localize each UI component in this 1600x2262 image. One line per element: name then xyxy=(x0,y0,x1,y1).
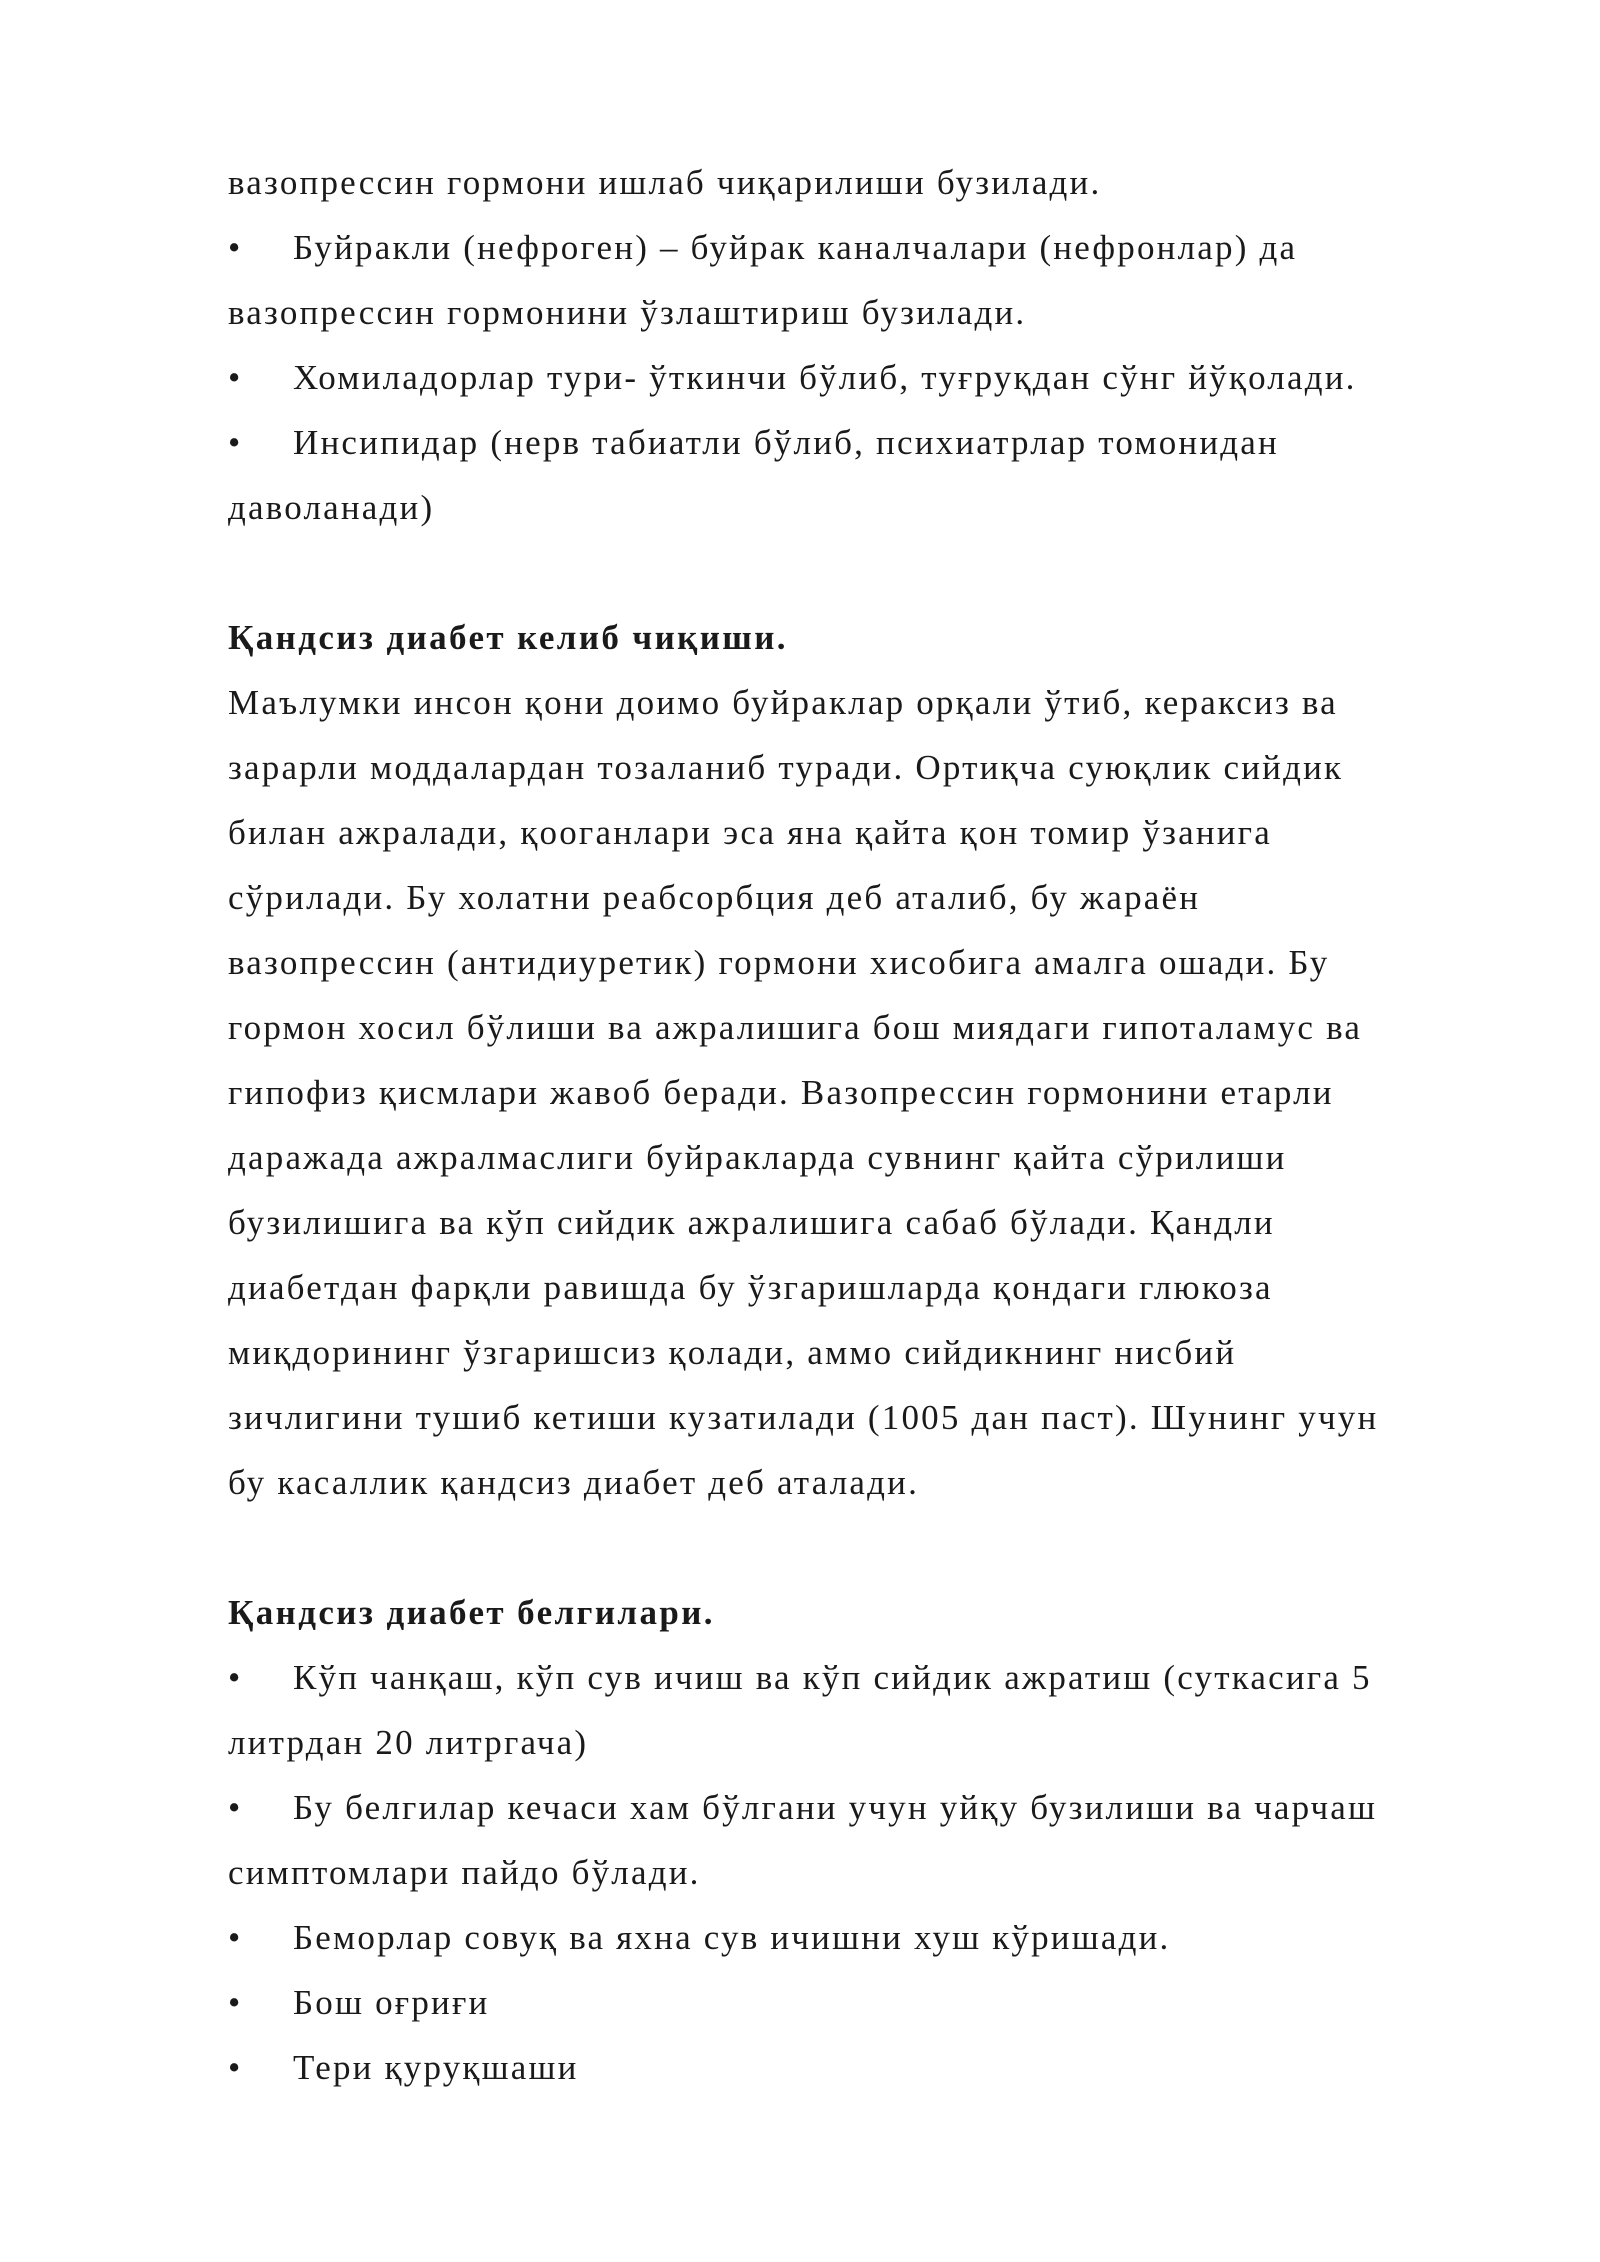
list-item-headache xyxy=(228,1970,1498,2035)
list-item-text: Бош оғриғи xyxy=(293,1983,490,2022)
list-item-text: Тери қуруқшаши xyxy=(293,2048,579,2087)
origin-paragraph-line: гормон хосил бўлиши ва ажралишига бош миядаги гипоталамус ва xyxy=(228,1008,1363,1047)
origin-paragraph-line: билан ажралади, қооганлари эса яна қайта қон томир ўзанига xyxy=(228,813,1272,852)
list-item-renal xyxy=(228,215,1498,280)
origin-paragraph-line: зичлигини тушиб кетиши кузатилади (1005 дан паст). Шунинг учун xyxy=(228,1398,1379,1437)
origin-paragraph-line: даражада ажралмаслиги буйракларда сувнинг қайта сўрилиши xyxy=(228,1138,1287,1177)
list-item-cold-water xyxy=(228,1905,1498,1970)
bullet-icon: • xyxy=(228,2048,243,2087)
list-item-thirst xyxy=(228,1645,1498,1710)
origin-paragraph-line: миқдорининг ўзгаришсиз қолади, аммо сийдикнинг нисбий xyxy=(228,1333,1237,1372)
bullet-icon: • xyxy=(228,423,243,462)
list-item-text: Хомиладорлар тури- ўткинчи бўлиб, туғруқдан сўнг йўқолади. xyxy=(293,358,1357,397)
bullet-icon: • xyxy=(228,1918,243,1957)
list-item-text: Буйракли (нефроген) – буйрак каналчалари (нефронлар) да xyxy=(293,228,1298,267)
list-item-pregnant xyxy=(228,345,1498,410)
blank-line xyxy=(228,1515,1498,1580)
list-item-insipidar xyxy=(228,410,1498,475)
list-item-dry-skin xyxy=(228,2035,1498,2100)
list-item-text: Беморлар совуқ ва яхна сув ичишни хуш кўришади. xyxy=(293,1918,1171,1957)
origin-paragraph-line: гипофиз қисмлари жавоб беради. Вазопрессин гормонини етарли xyxy=(228,1073,1334,1112)
section-heading-origin: Қандсиз диабет келиб чиқиши. xyxy=(228,618,788,657)
list-item-continuation: литрдан 20 литргача) xyxy=(228,1723,589,1762)
origin-paragraph-line: сўрилади. Бу холатни реабсорбция деб аталиб, бу жараён xyxy=(228,878,1201,917)
paragraph-continuation: вазопрессин гормони ишлаб чиқарилиши бузилади. xyxy=(228,163,1102,202)
origin-paragraph-line: Маълумки инсон қони доимо буйраклар орқали ўтиб, кераксиз ва xyxy=(228,683,1338,722)
list-item-continuation: даволанади) xyxy=(228,488,435,527)
list-item-continuation: симптомлари пайдо бўлади. xyxy=(228,1853,701,1892)
bullet-icon: • xyxy=(228,228,243,267)
origin-paragraph-line: зарарли моддалардан тозаланиб туради. Ортиқча суюқлик сийдик xyxy=(228,748,1344,787)
origin-paragraph-line: бузилишига ва кўп сийдик ажралишига сабаб бўлади. Қандли xyxy=(228,1203,1275,1242)
origin-paragraph-line: бу касаллик қандсиз диабет деб аталади. xyxy=(228,1463,920,1502)
bullet-icon: • xyxy=(228,1658,243,1697)
origin-paragraph-line: диабетдан фарқли равишда бу ўзгаришларда қондаги глюкоза xyxy=(228,1268,1273,1307)
blank-line xyxy=(228,540,1498,605)
bullet-icon: • xyxy=(228,1983,243,2022)
section-heading-signs: Қандсиз диабет белгилари. xyxy=(228,1593,715,1632)
origin-paragraph-line: вазопрессин (антидиуретик) гормони хисобига амалга ошади. Бу xyxy=(228,943,1330,982)
list-item-text: Инсипидар (нерв табиатли бўлиб, психиатрлар томонидан xyxy=(293,423,1279,462)
bullet-icon: • xyxy=(228,358,243,397)
list-item-night xyxy=(228,1775,1498,1840)
list-item-continuation: вазопрессин гормонини ўзлаштириш бузилади. xyxy=(228,293,1027,332)
bullet-icon: • xyxy=(228,1788,243,1827)
list-item-text: Бу белгилар кечаси хам бўлгани учун уйқу бузилиши ва чарчаш xyxy=(293,1788,1378,1827)
document-page xyxy=(228,150,1498,2100)
list-item-text: Кўп чанқаш, кўп сув ичиш ва кўп сийдик ажратиш (суткасига 5 xyxy=(293,1658,1372,1697)
